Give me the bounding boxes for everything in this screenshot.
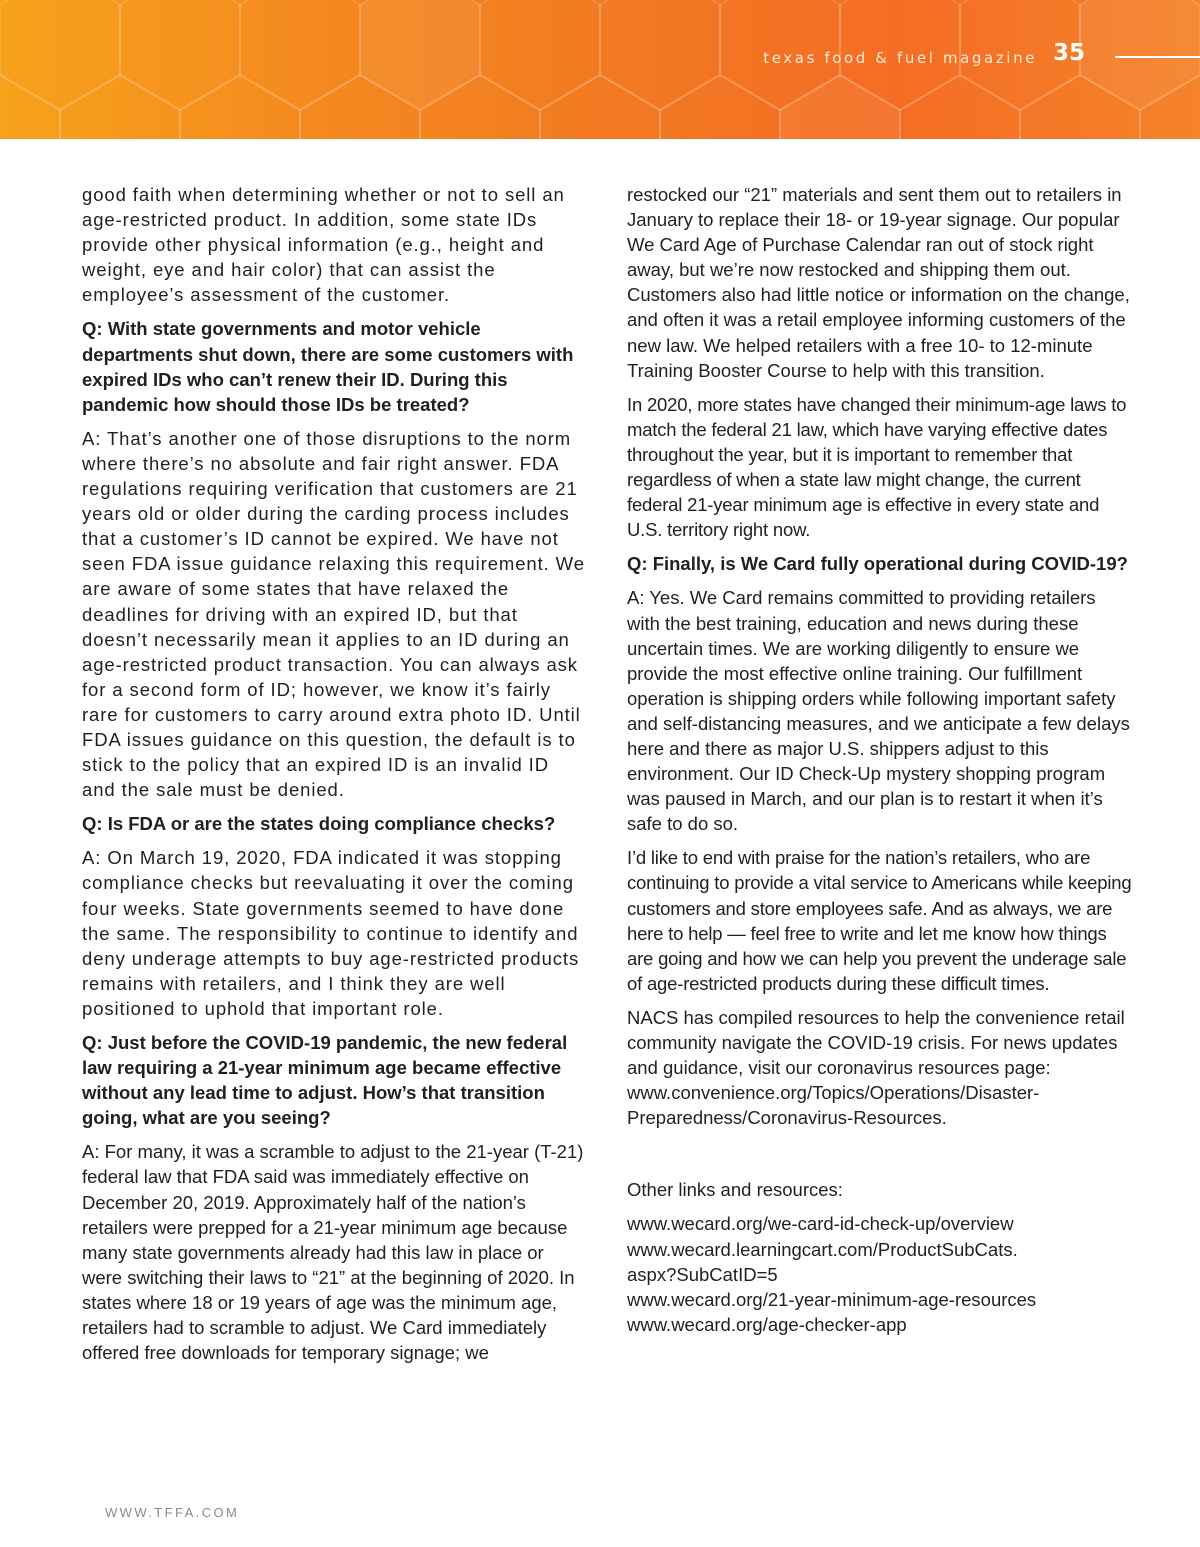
resource-link[interactable]: www.wecard.org/age-checker-app <box>627 1313 907 1335</box>
resource-link[interactable]: www.wecard.org/21-year-minimum-age-resources <box>627 1288 1037 1310</box>
paragraph: good faith when determining whether or not to sell an age-restricted product. In addition, some state IDs provide other physical information (e.g., height and weight, eye and hair color) that can assist the employee’s assessment of the customer. <box>82 184 565 306</box>
resource-links <box>627 1211 1133 1336</box>
footer-website: WWW.TFFA.COM <box>105 1505 240 1520</box>
left-column <box>82 182 586 1365</box>
paragraph: NACS has compiled resources to help the convenience retail community navigate the COVID-19 crisis. For news updates and guidance, visit our coronavirus resources page: www.convenience.org/Topics/Operations/Disaster-Preparedness/Coronavirus-Resources. <box>627 1006 1125 1129</box>
answer: A: That’s another one of those disruptions to the norm where there’s no absolute and fair right answer. FDA regulations requiring verification that customers are 21 years old or older during the carding process includes that a customer’s ID cannot be expired. We have not seen FDA issue guidance relaxing this requirement. We are aware of some states that have relaxed the deadlines for driving with an expired ID, but that doesn’t necessarily mean it applies to an ID during an age-restricted product transaction. You can always ask for a second form of ID; however, we know it’s fairly rare for customers to carry around extra photo ID. Until FDA issues guidance on this question, the default is to stick to the policy that an expired ID is an invalid ID and the sale must be denied. <box>82 427 585 801</box>
question: Q: Is FDA or are the states doing compliance checks? <box>82 813 556 835</box>
resource-link[interactable]: www.wecard.org/we-card-id-check-up/overview <box>627 1213 1014 1235</box>
question: Q: With state governments and motor vehicle departments shut down, there are some customers with expired IDs who can’t renew their ID. During this pandemic how should those IDs be treated? <box>82 318 574 415</box>
hexagon-pattern <box>0 0 1200 139</box>
page-number: 35 <box>1053 40 1086 66</box>
header-rule <box>1115 56 1200 58</box>
answer: A: On March 19, 2020, FDA indicated it was stopping compliance checks but reevaluating it over the coming four weeks. State governments seemed to have done the same. The responsibility to continue to identify and deny underage attempts to buy age-restricted products remains with retailers, and I think they are well positioned to uphold that important role. <box>82 847 580 1019</box>
paragraph: restocked our “21” materials and sent them out to retailers in January to replace their 18- or 19-year signage. Our popular We Card Age of Purchase Calendar ran out of stock right away, but we’re now restocked and shipping them out. Customers also had little notice or information on the change, and often it was a retail employee informing customers of the new law. We helped retailers with a free 10- to 12-minute Training Booster Course to help with this transition. <box>627 184 1130 381</box>
answer: A: Yes. We Card remains committed to providing retailers with the best training, education and news during these uncertain times. We are working diligently to ensure we provide the most effective online training. Our fulfillment operation is shipping orders while following important safety and self-distancing measures, and we anticipate a few delays here and there as major U.S. shippers adjust to this environment. Our ID Check-Up mystery shopping program was paused in March, and our plan is to restart it when it’s safe to do so. <box>627 587 1130 835</box>
question: Q: Just before the COVID-19 pandemic, the new federal law requiring a 21-year minimum age became effective without any lead time to adjust. How’s that transition going, what are you seeing? <box>82 1032 568 1129</box>
question: Q: Finally, is We Card fully operational during COVID-19? <box>627 553 1128 575</box>
header-banner <box>0 0 1200 139</box>
resource-link[interactable]: aspx?SubCatID=5 <box>627 1263 778 1285</box>
paragraph: I’d like to end with praise for the nation’s retailers, who are continuing to provide a vital service to Americans while keeping customers and store employees safe. And as always, we are here to help — feel free to write and let me know how things are going and how we can help you prevent the underage sale of age-restricted products during these difficult times. <box>627 847 1132 994</box>
links-heading: Other links and resources: <box>627 1179 843 1201</box>
magazine-title: texas food & fuel magazine <box>763 49 1037 67</box>
resource-link[interactable]: www.wecard.learningcart.com/ProductSubCats. <box>627 1238 1018 1260</box>
paragraph: In 2020, more states have changed their minimum-age laws to match the federal 21 law, which have varying effective dates throughout the year, but it is important to remember that regardless of when a state law might change, the current federal 21-year minimum age is effective in every state and U.S. territory right now. <box>627 393 1127 541</box>
right-column <box>627 182 1133 1337</box>
answer: A: For many, it was a scramble to adjust to the 21-year (T-21) federal law that FDA said was immediately effective on December 20, 2019. Approximately half of the nation’s retailers were prepped for a 21-year minimum age because many state governments already had this law in place or were switching their laws to “21” at the beginning of 2020. In states where 18 or 19 years of age was the minimum age, retailers had to scramble to adjust. We Card immediately offered free downloads for temporary signage; we <box>82 1141 584 1364</box>
